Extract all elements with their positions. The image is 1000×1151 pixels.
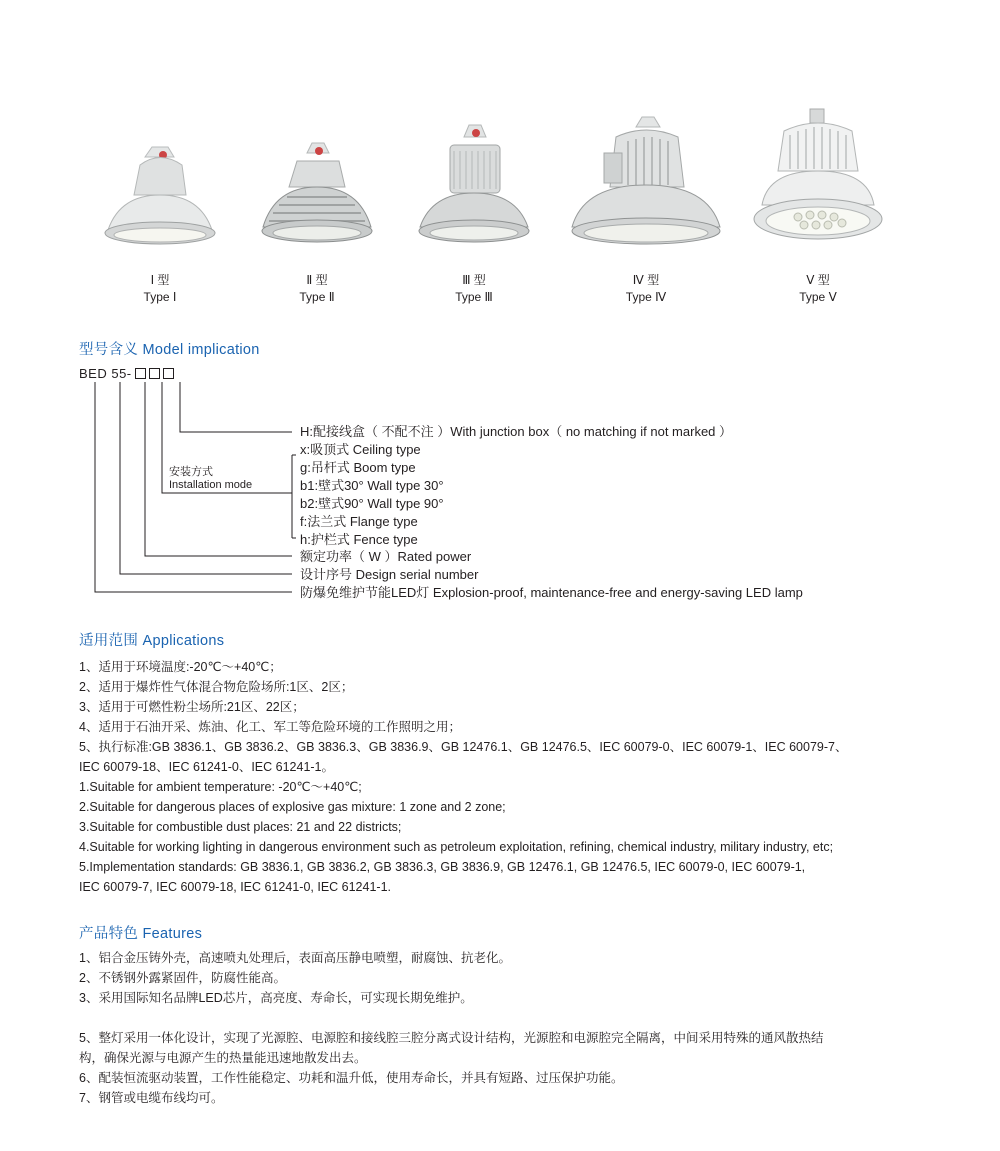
feature-item: 5、整灯采用一体化设计，实现了光源腔、电源腔和接线腔三腔分离式设计结构，光源腔和电源腔完全隔离，中间采用特殊的通风散热结 [79, 1031, 824, 1045]
product-label-cn: Ⅰ 型 [150, 273, 170, 287]
lamp-type-3-image [404, 95, 544, 250]
model-line-serial: 设计序号 Design serial number [300, 567, 479, 582]
feature-item: 3、采用国际知名品牌LED芯片，高亮度、寿命长，可实现长期免维护。 [79, 991, 473, 1005]
lamp-type-4-image [566, 95, 726, 250]
product-label-cn: Ⅲ 型 [462, 273, 486, 287]
feature-item: 7、钢管或电缆布线均可。 [79, 1091, 224, 1105]
model-line-wall90: b2:壁式90° Wall type 90° [300, 496, 444, 511]
application-item: 1、适用于环境温度:-20℃～+40℃； [79, 660, 282, 674]
applications-section-title: 适用范围 Applications [79, 633, 225, 649]
product-gallery [0, 95, 1000, 315]
product-label-en: Type Ⅴ [799, 290, 837, 304]
model-code-text: BED 55- [79, 366, 132, 381]
model-line-ceiling: x:吸顶式 Ceiling type [300, 442, 421, 457]
application-item: IEC 60079-18、IEC 61241-0、IEC 61241-1。 [79, 760, 335, 774]
model-line-flange: f:法兰式 Flange type [300, 514, 418, 529]
application-item: 5.Implementation standards: GB 3836.1, GB 3836.2, GB 3836.3, GB 3836.9, GB 12476.1, GB 12476.5, IEC 60079-0, IEC 60079-1, [79, 860, 806, 874]
application-item: 2、适用于爆炸性气体混合物危险场所:1区、2区； [79, 680, 354, 694]
product-label-en: Type Ⅱ [299, 290, 335, 304]
application-item: 2.Suitable for dangerous places of explosive gas mixture: 1 zone and 2 zone; [79, 800, 506, 814]
feature-item: 6、配装恒流驱动装置，工作性能稳定、功耗和温升低，使用寿命长，并具有短路、过压保护功能。 [79, 1071, 624, 1085]
model-line-fence: h:护栏式 Fence type [300, 532, 418, 547]
model-line-lamp: 防爆免维护节能LED灯 Explosion-proof, maintenance-free and energy-saving LED lamp [300, 585, 803, 600]
product-label-en: Type Ⅲ [455, 290, 493, 304]
product-label-en: Type Ⅳ [625, 290, 667, 304]
product-type-3 [394, 95, 554, 306]
model-line-junction: H:配接线盒（ 不配不注 ）With junction box（ no matching if not marked ） [300, 424, 733, 439]
product-label-cn: Ⅴ 型 [806, 273, 830, 287]
product-type-4 [566, 95, 726, 306]
placeholder-box [135, 368, 146, 379]
lamp-type-1-image [90, 95, 230, 250]
application-item: 4.Suitable for working lighting in dangerous environment such as petroleum exploitation, refining, chemical industry, military industry, etc; [79, 840, 834, 854]
feature-item: 2、不锈钢外露紧固件，防腐性能高。 [79, 971, 286, 985]
product-type-2 [237, 95, 397, 306]
model-line-boom: g:吊杆式 Boom type [300, 460, 416, 475]
application-item: IEC 60079-7, IEC 60079-18, IEC 61241-0, IEC 61241-1. [79, 880, 391, 894]
install-mode-en: Installation mode [169, 479, 253, 491]
product-type-5 [738, 95, 898, 306]
model-section-title: 型号含义 Model implication [79, 342, 260, 358]
placeholder-box [163, 368, 174, 379]
lamp-type-2-image [247, 95, 387, 250]
model-line-wall30: b1:壁式30° Wall type 30° [300, 478, 444, 493]
model-line-power: 额定功率（ W ）Rated power [300, 549, 472, 564]
placeholder-box [149, 368, 160, 379]
feature-item: 构，确保光源与电源产生的热量能迅速地散发出去。 [79, 1051, 367, 1065]
product-label-en: Type Ⅰ [143, 290, 177, 304]
product-label-cn: Ⅱ 型 [306, 273, 328, 287]
application-item: 3、适用于可燃性粉尘场所:21区、22区； [79, 700, 305, 714]
application-item: 4、适用于石油开采、炼油、化工、军工等危险环境的工作照明之用； [79, 720, 461, 734]
lamp-type-5-image [738, 95, 898, 250]
features-section-title: 产品特色 Features [79, 926, 203, 942]
product-label-cn: Ⅳ 型 [632, 273, 660, 287]
install-mode-cn: 安装方式 [169, 466, 213, 478]
application-item: 5、执行标准:GB 3836.1、GB 3836.2、GB 3836.3、GB 3836.9、GB 12476.1、GB 12476.5、IEC 60079-0、IEC 60079-1、IEC 60079-7、 [79, 740, 848, 754]
model-code [79, 366, 174, 381]
feature-item: 1、铝合金压铸外壳，高速喷丸处理后，表面高压静电喷塑，耐腐蚀、抗老化。 [79, 951, 511, 965]
product-type-1 [80, 95, 240, 306]
application-item: 3.Suitable for combustible dust places: 21 and 22 districts; [79, 820, 402, 834]
application-item: 1.Suitable for ambient temperature: -20℃～+40℃; [79, 780, 362, 794]
